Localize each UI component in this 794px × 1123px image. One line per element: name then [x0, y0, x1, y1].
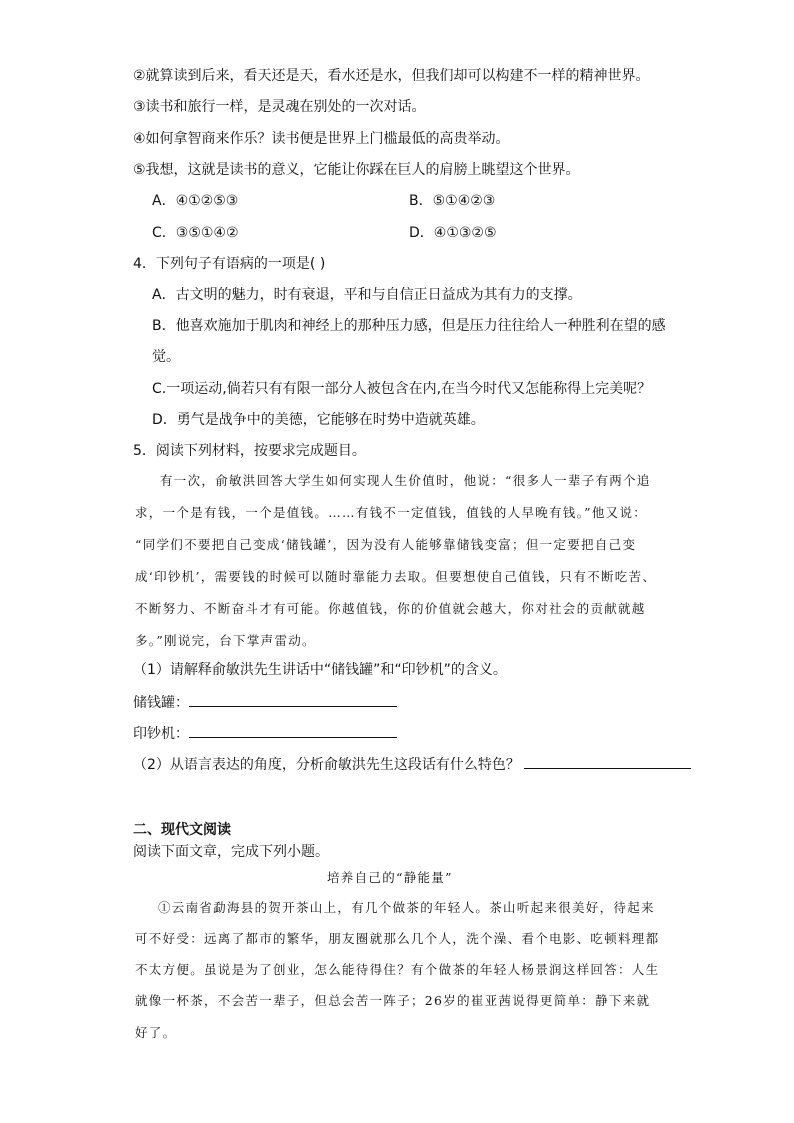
q3-sentence-3: ③读书和旅行一样，是灵魂在别处的一次对话。	[133, 99, 426, 115]
article-paragraph-line: 就像一杯茶，不会苦一辈子，但总会苦一阵子；26岁的崔亚茜说得更简单：静下来就	[135, 993, 651, 1008]
answer-row-chuqianguan	[133, 691, 397, 713]
q5-passage-line: 有一次，俞敏洪回答大学生如何实现人生价值时，他说：“很多人一辈子有两个追	[160, 473, 651, 488]
q3-option-b: B．⑤①④②③	[409, 193, 496, 209]
q4-option-b-line2: 觉。	[152, 349, 180, 365]
section-instruction: 阅读下面文章，完成下列小题。	[133, 844, 329, 860]
q3-sentence-4: ④如何拿智商来作乐？读书便是世界上门槛最低的高贵举动。	[133, 131, 510, 147]
q3-option-c: C．③⑤①④②	[152, 225, 239, 241]
section-heading: 二、现代文阅读	[133, 822, 231, 838]
answer-blank-chuqianguan[interactable]	[189, 691, 397, 707]
answer-row-yinchaoji	[133, 722, 397, 744]
q5-subquestion-2-row	[133, 753, 691, 775]
answer-label-chuqianguan: 储钱罐：	[133, 695, 189, 711]
answer-label-yinchaoji: 印钞机：	[133, 726, 189, 742]
q5-passage-line: “同学们不要把自己变成‘储钱罐’，因为没有人能够靠储钱变富；但一定要把自己变	[135, 537, 637, 552]
q4-option-b-line1: B．他喜欢施加于肌肉和神经上的那种压力感，但是压力往往给人一种胜利在望的感	[152, 318, 666, 334]
article-paragraph-line: ①云南省勐海县的贺开茶山上，有几个做茶的年轻人。茶山听起来很美好，待起来	[158, 900, 655, 915]
answer-blank-yinchaoji[interactable]	[189, 722, 397, 738]
q5-passage-line: 成‘印钞机’，需要钱的时候可以随时靠能力去取。但要想使自己值钱，只有不断吃苦、	[135, 569, 657, 584]
q5-passage-line: 不断努力、不断奋斗才有可能。你越值钱，你的价值就会越大，你对社会的贡献就越	[135, 601, 646, 616]
article-paragraph-line: 不太方便。虽说是为了创业，怎么能待得住？有个做茶的年轻人杨景润这样回答：人生	[135, 962, 660, 977]
article-title: 培养自己的“静能量”	[327, 870, 453, 885]
q5-subquestion-2: （2）从语言表达的角度，分析俞敏洪先生这段话有什么特色？	[133, 757, 520, 773]
q3-option-d: D．④①③②⑤	[409, 225, 497, 241]
q5-stem: 5．阅读下列材料，按要求完成题目。	[133, 443, 366, 459]
q4-option-d: D．勇气是战争中的美德，它能够在时势中造就英雄。	[152, 412, 485, 428]
article-paragraph-line: 可不好受：远离了都市的繁华，朋友圈就那么几个人，洗个澡、看个电影、吃顿料理都	[135, 931, 660, 946]
q3-option-a: A．④①②⑤③	[152, 193, 239, 209]
q4-stem: 4．下列句子有语病的一项是( )	[133, 256, 326, 272]
article-paragraph-line: 好了。	[135, 1025, 177, 1040]
q3-sentence-5: ⑤我想，这就是读书的意义，它能让你踩在巨人的肩膀上眺望这个世界。	[133, 162, 580, 178]
answer-blank-language-feature[interactable]	[524, 753, 691, 769]
q4-option-a: A．古文明的魅力，时有衰退，平和与自信正日益成为其有力的支撑。	[152, 287, 582, 303]
q5-passage-line: 求，一个是有钱，一个是值钱。……有钱不一定值钱，值钱的人早晚有钱。”他又说：	[135, 505, 648, 520]
q3-sentence-2: ②就算读到后来，看天还是天，看水还是水，但我们却可以构建不一样的精神世界。	[133, 68, 650, 84]
q5-subquestion-1: （1）请解释俞敏洪先生讲话中“储钱罐”和“印钞机”的含义。	[133, 662, 507, 678]
q4-option-c: C.一项运动,倘若只有有限一部分人被包含在内,在当今时代又怎能称得上完美呢？	[152, 381, 652, 397]
q5-passage-line: 多。”刚说完，台下掌声雷动。	[135, 633, 316, 648]
